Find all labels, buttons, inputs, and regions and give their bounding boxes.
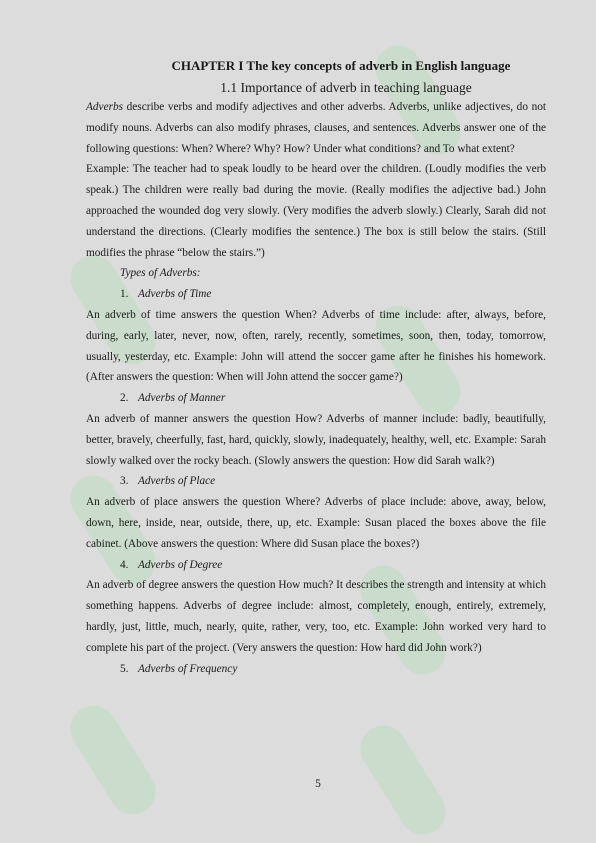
- section-heading-text: Adverbs of Degree: [138, 558, 223, 571]
- section-paragraph: An adverb of place answers the question Where? Adverbs of place include: above, away, below, down, here, inside, near, outside, there, up, etc. Example: Susan placed the boxes above the file cabinet. (Above answers the question: Where did Susan place the boxes?): [86, 496, 546, 550]
- intro-lead-word: Adverbs: [86, 101, 124, 113]
- example-paragraph: Example: The teacher had to speak loudly to be heard over the children. (Loudly modifies the verb speak.) The children were really bad during the movie. (Really modifies the adjective bad.) John approached the wounded dog very slowly. (Very modifies the adverb slowly.) Clearly, Sarah did not understand the directions. (Clearly modifies the sentence.) The box is still below the stairs. (Still modifies the phrase “below the stairs.”): [86, 163, 546, 259]
- section-heading: [86, 388, 546, 409]
- section-number: 5.: [120, 662, 129, 675]
- section-subtitle: 1.1 Importance of adverb in teaching language: [220, 80, 472, 95]
- section-paragraph: An adverb of time answers the question When? Adverbs of time include: after, always, before, during, early, later, never, now, often, rarely, recently, sometimes, soon, then, today, tomorrow, usually, yesterday, etc. Example: John will attend the soccer game after he finishes his homework. (After answers the question: When will John attend the soccer game?): [86, 308, 546, 384]
- section-heading: [86, 555, 546, 576]
- section-heading: [86, 659, 546, 680]
- intro-text: describe verbs and modify adjectives and other adverbs. Adverbs, unlike adjectives, do not modify nouns. Adverbs can also modify phrases, clauses, and sentences. Adverbs answer one of the following questions: When? Where? Why? How? Under what conditions? and To what extent?: [86, 101, 546, 155]
- section-paragraph: An adverb of manner answers the question How? Adverbs of manner include: badly, beautifully, better, bravely, cheerfully, fast, hard, quickly, slowly, inadequately, healthy, well, etc. Example: Sarah slowly walked over the rocky beach. (Slowly answers the question: How did Sarah walk?): [86, 412, 546, 467]
- section-number: 1.: [120, 288, 129, 301]
- section-heading-text: Adverbs of Place: [138, 475, 216, 488]
- section-paragraph: An adverb of degree answers the question How much? It describes the strength and intensity at which something happens. Adverbs of degree include: almost, completely, enough, entirely, extremely, hardly, just, little, much, nearly, quite, rather, very, too, etc. Example: John worked very hard to complete his part of the project. (Very answers the question: How hard did John work?): [86, 579, 546, 654]
- types-label: Types of Adverbs:: [120, 267, 201, 280]
- section-heading: [86, 284, 546, 305]
- page-number: 5: [315, 778, 321, 790]
- chapter-title: CHAPTER I The key concepts of adverb in English language: [171, 58, 511, 73]
- watermark-mark: [62, 697, 165, 823]
- section-heading: [86, 471, 546, 492]
- section-number: 3.: [120, 475, 129, 488]
- section-number: 4.: [120, 558, 129, 571]
- section-heading-text: Adverbs of Frequency: [138, 662, 238, 675]
- section-heading-text: Adverbs of Manner: [138, 392, 226, 405]
- intro-paragraph: [86, 97, 546, 159]
- page-content: [86, 56, 546, 679]
- section-heading-text: Adverbs of Time: [138, 288, 212, 301]
- section-number: 2.: [120, 392, 129, 405]
